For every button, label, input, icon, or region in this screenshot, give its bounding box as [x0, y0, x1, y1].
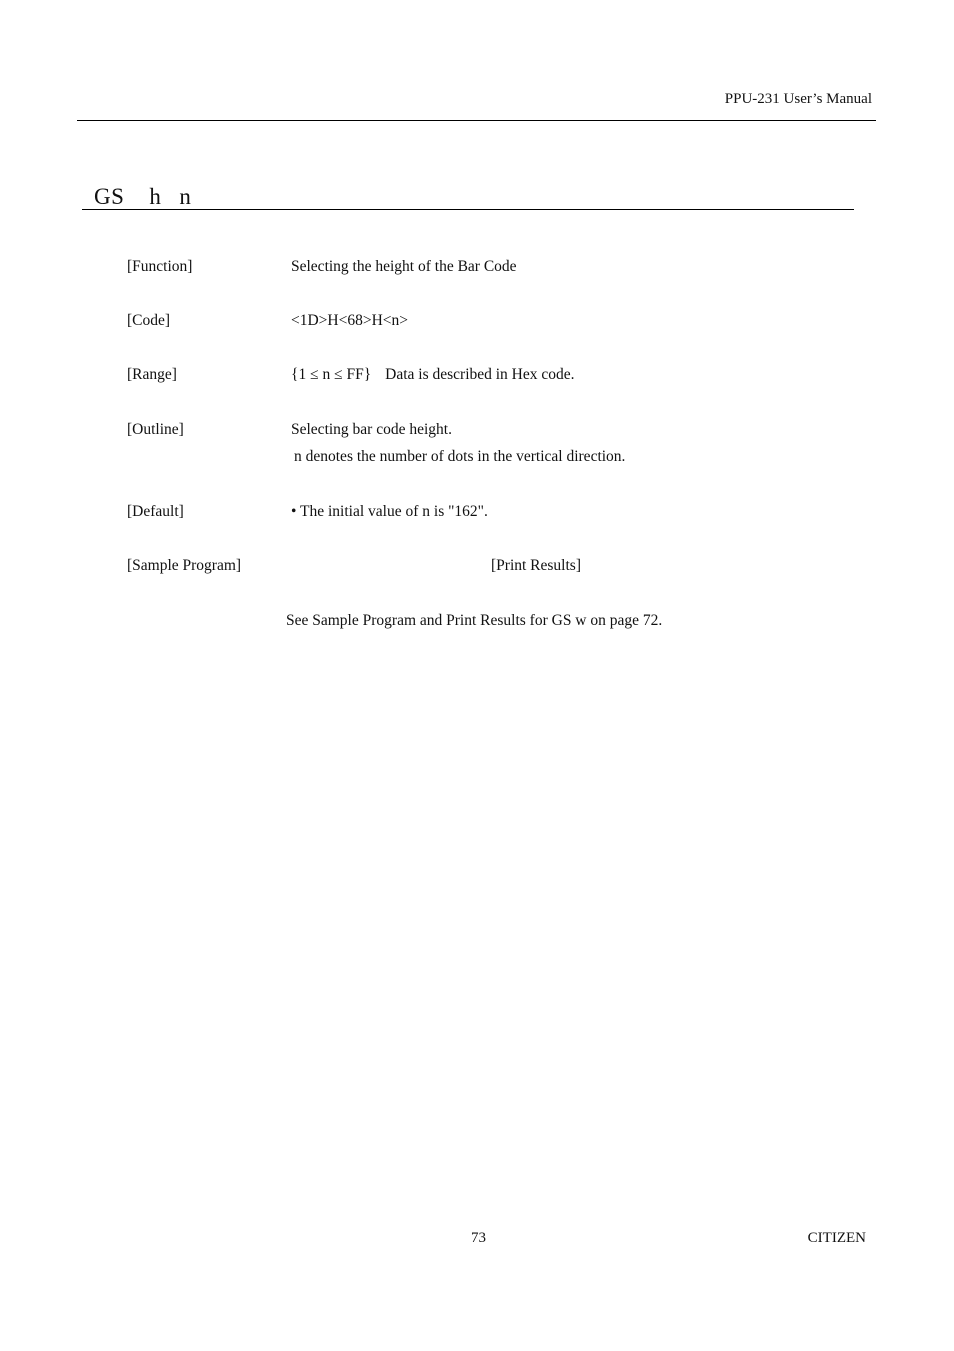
outline-line-2: n denotes the number of dots in the vertical direction. [294, 448, 626, 465]
heading-underline [82, 209, 854, 210]
cross-reference-note: See Sample Program and Print Results for GS w on page 72. [286, 612, 663, 629]
command-heading [94, 184, 191, 210]
manual-title: PPU-231 User’s Manual [724, 91, 872, 107]
header-divider [77, 120, 876, 121]
page-number: 73 [471, 1230, 486, 1246]
print-results-label: [Print Results] [491, 557, 581, 574]
range-label: [Range] [127, 366, 177, 383]
code-label: [Code] [127, 312, 171, 329]
range-value [291, 366, 575, 384]
command-token-n: n [179, 184, 192, 209]
function-label: [Function] [127, 258, 193, 275]
default-value: • The initial value of n is "162". [291, 503, 488, 520]
range-expression: {1 ≤ n ≤ FF} [291, 366, 372, 383]
range-note: Data is described in Hex code. [385, 366, 575, 383]
outline-line-1: Selecting bar code height. [291, 421, 452, 438]
command-token-h: h [149, 184, 162, 209]
default-label: [Default] [127, 503, 184, 520]
brand-name: CITIZEN [807, 1230, 866, 1246]
code-value: <1D>H<68>H<n> [291, 312, 409, 329]
command-token-gs: GS [94, 184, 125, 209]
function-value: Selecting the height of the Bar Code [291, 258, 517, 275]
outline-label: [Outline] [127, 421, 184, 438]
sample-program-label: [Sample Program] [127, 557, 242, 574]
